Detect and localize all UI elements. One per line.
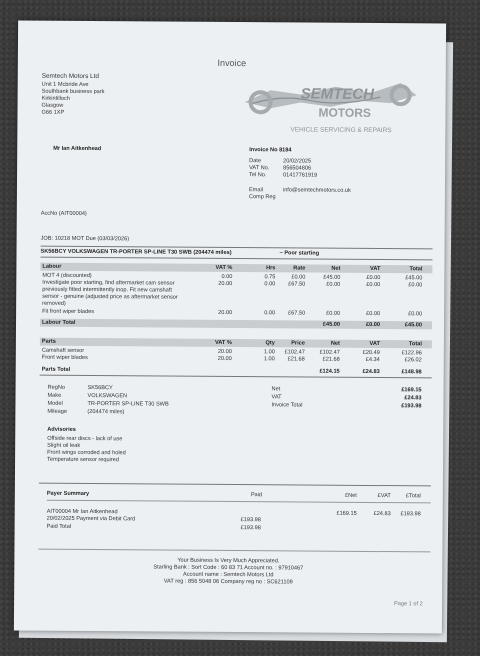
invoice-field-label: VAT No. [249, 165, 270, 172]
labour-col-vat: VAT [370, 265, 381, 273]
payer-col-total: £Total [405, 493, 421, 500]
parts-row-vat: £4.34 [365, 356, 380, 364]
company-address-4: Glasgow [41, 102, 64, 109]
summary-value: £24.83 [404, 395, 422, 402]
payer-line-2: 20/02/2025 Payment via Debit Card [46, 515, 136, 523]
parts-row-total: £122.96 [401, 350, 422, 357]
parts-col-vat-pct: VAT % [214, 339, 232, 347]
summary-label: Net [271, 386, 281, 393]
page-title: Invoice [217, 57, 247, 69]
footer-line: Starling Bank : Sort Code : 60 83 71 Account no. : 97910467 [153, 564, 304, 572]
labour-row-vat-pct: 20.00 [218, 280, 233, 288]
parts-row-total: £26.02 [404, 357, 422, 364]
vehicle-value: (204474 miles) [87, 409, 125, 416]
logo-tagline: VEHICLE SERVICING & REPAIRS [290, 126, 392, 135]
company-address-2: Southbank business park [41, 88, 105, 96]
parts-total-net: £124.15 [319, 368, 340, 375]
labour-row-net: £45.00 [323, 274, 341, 281]
labour-row-hrs: 0.75 [264, 274, 276, 281]
parts-col-total: Total [408, 341, 422, 348]
payer-col-net: £Net [344, 492, 357, 499]
parts-row-vat-pct: 20.00 [217, 355, 232, 363]
summary-label: VAT [271, 394, 282, 401]
vehicle-label: Model [47, 400, 63, 407]
labour-row-rate: £67.50 [288, 281, 306, 288]
parts-col-desc: Parts [41, 338, 56, 345]
paid-total: £193.98 [240, 525, 261, 532]
labour-row-desc: removed) [42, 300, 66, 307]
labour-total-vat: £0.00 [365, 321, 381, 329]
parts-row-desc: Front wiper blades [41, 354, 88, 362]
invoice-field-value: 01417761919 [283, 172, 318, 179]
parts-row-price: £102.47 [284, 349, 305, 356]
labour-total-net: £45.00 [322, 321, 341, 328]
labour-row-hrs: 0.00 [264, 310, 276, 317]
parts-row-vat: £20.49 [362, 349, 380, 357]
footer-line: Your Business Is Very Much Appreciated. [177, 557, 280, 565]
paid-total-label: Paid Total [46, 523, 72, 530]
vehicle-value: TR-PORTER SP-LINE T30 SWB [87, 401, 169, 408]
summary-value: £169.15 [401, 387, 422, 394]
payer-paid: £193.98 [240, 517, 261, 524]
semtech-logo [240, 72, 420, 143]
parts-row-net: £102.47 [319, 349, 340, 356]
invoice-page [14, 21, 446, 634]
labour-row-rate: £0.00 [291, 274, 306, 281]
payer-line-1: AIT00004 Mr Ian Aitkenhead [46, 508, 118, 516]
labour-col-hrs: Hrs [266, 265, 276, 272]
advisory-item: Offside rear discs - lack of use [47, 435, 123, 443]
invoice-field-label: Comp Reg [248, 194, 276, 201]
payer-col-paid: Paid [250, 492, 263, 499]
advisory-item: Temperature sensor required [47, 456, 119, 464]
job-line: JOB: 10218 MOT Due (03/03/2026) [40, 235, 130, 243]
labour-row-vat: £0.00 [366, 281, 381, 289]
vehicle-label: RegNo [47, 384, 66, 391]
invoice-field-label: Date [249, 158, 262, 165]
divider [47, 500, 431, 504]
vehicle-value: SK56BCY [87, 385, 113, 392]
invoice-number: Invoice No 8184 [249, 147, 292, 154]
parts-col-vat: VAT [369, 340, 380, 348]
labour-row-vat-pct: 20.00 [218, 309, 233, 317]
advisory-item: Front wings corroded and holed [47, 449, 126, 457]
customer-name: Mr Ian Aitkenhead [53, 145, 102, 153]
invoice-field-label: Email [248, 187, 263, 194]
vehicle-line: SK56BCY VOLKSWAGEN TR-PORTER SP-LINE T30 SWB (204474 miles) [40, 248, 232, 257]
summary-value: £193.98 [401, 403, 422, 410]
parts-total-total: £148.98 [401, 369, 422, 376]
labour-row-net: £0.00 [326, 310, 341, 317]
labour-row-desc: sensor - genuine (adjusted price as aftermarket sensor [42, 293, 178, 301]
parts-total-label: Parts Total [41, 366, 71, 373]
payer-title: Payer Summary [46, 490, 90, 498]
labour-col-desc: Labour [42, 263, 62, 270]
labour-row-vat-pct: 0.00 [221, 273, 233, 281]
parts-total-vat: £24.83 [362, 368, 380, 376]
parts-row-qty: 1.00 [263, 349, 275, 356]
divider [38, 549, 430, 553]
parts-col-price: Price [291, 340, 305, 347]
company-name: Semtech Motors Ltd [41, 72, 99, 81]
labour-total-label: Labour Total [42, 319, 76, 326]
advisory-item: Slight oil leak [47, 442, 81, 449]
labour-row-vat: £0.00 [366, 274, 381, 282]
footer-line: Account name : Semtech Motors Ltd [182, 571, 274, 579]
payer-col-vat: £VAT [377, 493, 391, 500]
advisories-title: Advisories [47, 426, 76, 433]
labour-row-desc: Fit front wiper blades [42, 308, 95, 316]
payer-vat: £24.83 [373, 511, 391, 518]
labour-row-vat: £0.00 [366, 310, 381, 318]
complaint: ~ Poor starting [279, 250, 320, 257]
invoice-field-value: info@semtechmotors.co.uk [282, 187, 351, 194]
parts-row-net: £21.68 [322, 356, 340, 363]
parts-col-qty: Qty [265, 340, 275, 347]
labour-total-total: £45.00 [404, 322, 423, 329]
vehicle-label: Mileage [47, 408, 68, 415]
page-number: Page 1 of 2 [394, 601, 423, 608]
labour-row-total: £0.00 [408, 311, 423, 318]
vehicle-value: VOLKSWAGEN [87, 393, 128, 400]
labour-row-desc: Investigate poor starting, find aftermarket cam sensor [42, 279, 175, 287]
company-address-5: G66 1XP [41, 109, 65, 116]
labour-row-hrs: 0.00 [264, 281, 276, 288]
labour-col-rate: Rate [293, 265, 306, 272]
labour-col-net: Net [331, 265, 341, 272]
logo-word: SEMTECH [300, 85, 375, 103]
logo-sub: MOTORS [318, 105, 371, 120]
labour-row-total: £0.00 [408, 282, 423, 289]
divider [39, 483, 431, 487]
invoice-field-value: 856504806 [283, 165, 312, 172]
labour-row-rate: £67.50 [287, 310, 306, 317]
divider [40, 257, 432, 261]
invoice-field-label: Tel No. [249, 172, 267, 179]
parts-row-vat-pct: 20.00 [217, 348, 232, 356]
invoice-field-value: 20/02/2025 [283, 158, 312, 165]
labour-row-total: £45.00 [405, 275, 423, 282]
labour-row-desc: previously fitted intermittently inop. Fit new camshaft [42, 286, 172, 294]
parts-row-desc: Camshaft sensor [41, 347, 85, 354]
company-address-3: Kirkintilloch [41, 95, 70, 102]
account-number: AccNo (AIT00004) [40, 210, 87, 217]
payer-total: £193.98 [400, 511, 421, 518]
company-address-1: Unit 1 Mcbride Ave [41, 81, 89, 89]
parts-col-net: Net [330, 340, 340, 347]
summary-label: Invoice Total [271, 402, 303, 409]
parts-row-price: £21.68 [287, 356, 305, 363]
footer-line: VAT reg : 856 5048 06 Company reg no : SC621109 [163, 578, 293, 586]
labour-row-desc: MOT 4 (discounted) [42, 272, 92, 280]
labour-col-vat-pct: VAT % [215, 264, 233, 272]
parts-row-qty: 1.00 [263, 356, 275, 363]
payer-net: £169.15 [336, 510, 357, 517]
vehicle-label: Make [47, 392, 62, 399]
labour-row-net: £0.00 [326, 281, 341, 288]
labour-col-total: Total [409, 266, 423, 273]
